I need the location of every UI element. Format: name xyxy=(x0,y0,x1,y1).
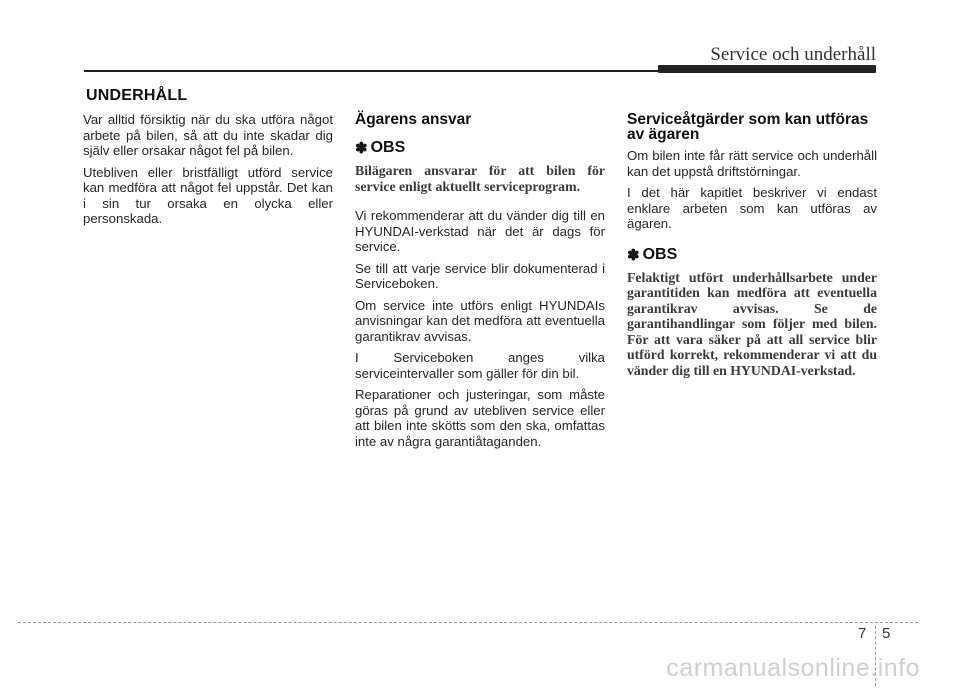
paragraph: Utebliven eller bristfälligt utförd service kan medföra att något fel uppstår. Det kan i sin tur orsaka en olycka eller personskada. xyxy=(83,164,333,226)
paragraph: I Serviceboken anges vilka serviceintervaller som gäller för din bil. xyxy=(355,350,605,381)
paragraph: Var alltid försiktig när du ska utföra något arbete på bilen, så att du inte skadar dig själv eller orsakar något fel på bilen. xyxy=(83,112,333,158)
column-3 xyxy=(627,112,877,392)
asterisk-icon: ✽ xyxy=(355,140,368,157)
column-1 xyxy=(83,112,333,233)
asterisk-icon: ✽ xyxy=(627,246,640,264)
obs-label: OBS xyxy=(370,139,406,156)
obs-note-text: Felaktigt utfört underhållsarbete under garantitiden kan medföra att eventuella garantikrav avvisas. Se de garantihandlingar som följer med bilen. För att vara säker på att all service blir utförd korrekt, rekommenderar vi att du vänder dig till en HYUNDAI-verkstad. xyxy=(627,269,877,378)
obs-note-text: Bilägaren ansvarar för att bilen för service enligt aktuellt serviceprogram. xyxy=(355,163,605,194)
column-2 xyxy=(355,112,605,455)
section-number: 7 xyxy=(858,625,867,642)
subheading-owner-tasks: Serviceåtgärder som kan utföras av ägaren xyxy=(627,111,869,143)
paragraph: Reparationer och justeringar, som måste göras på grund av utebliven service eller att bilen inte skötts som den ska, omfattas inte av några garantiåtaganden. xyxy=(355,387,605,449)
paragraph: Vi rekommenderar att du vänder dig till en HYUNDAI-verkstad när det är dags för service. xyxy=(355,208,605,254)
section-title: UNDERHÅLL xyxy=(86,87,188,104)
paragraph: I det här kapitlet beskriver vi endast enklare arbeten som kan utföras av ägaren. xyxy=(627,185,877,231)
subheading-owner-responsibility: Ägarens ansvar xyxy=(355,111,472,128)
paragraph: Om service inte utförs enligt HYUNDAIs anvisningar kan det medföra att eventuella garantikrav avvisas. xyxy=(355,297,605,344)
obs-note-heading xyxy=(355,139,605,157)
running-header: Service och underhåll xyxy=(710,44,876,65)
paragraph: Om bilen inte får rätt service och underhåll kan det uppstå driftstörningar. xyxy=(627,148,877,179)
watermark: carmanualsonline.info xyxy=(666,654,920,682)
footer-divider xyxy=(18,622,918,623)
obs-note-heading xyxy=(627,246,877,264)
header-rule-thick xyxy=(658,65,876,73)
page-number: 5 xyxy=(882,625,891,642)
obs-label: OBS xyxy=(642,245,678,263)
header-rule-thin xyxy=(84,70,660,72)
paragraph: Se till att varje service blir dokumenterad i Serviceboken. xyxy=(355,260,605,291)
